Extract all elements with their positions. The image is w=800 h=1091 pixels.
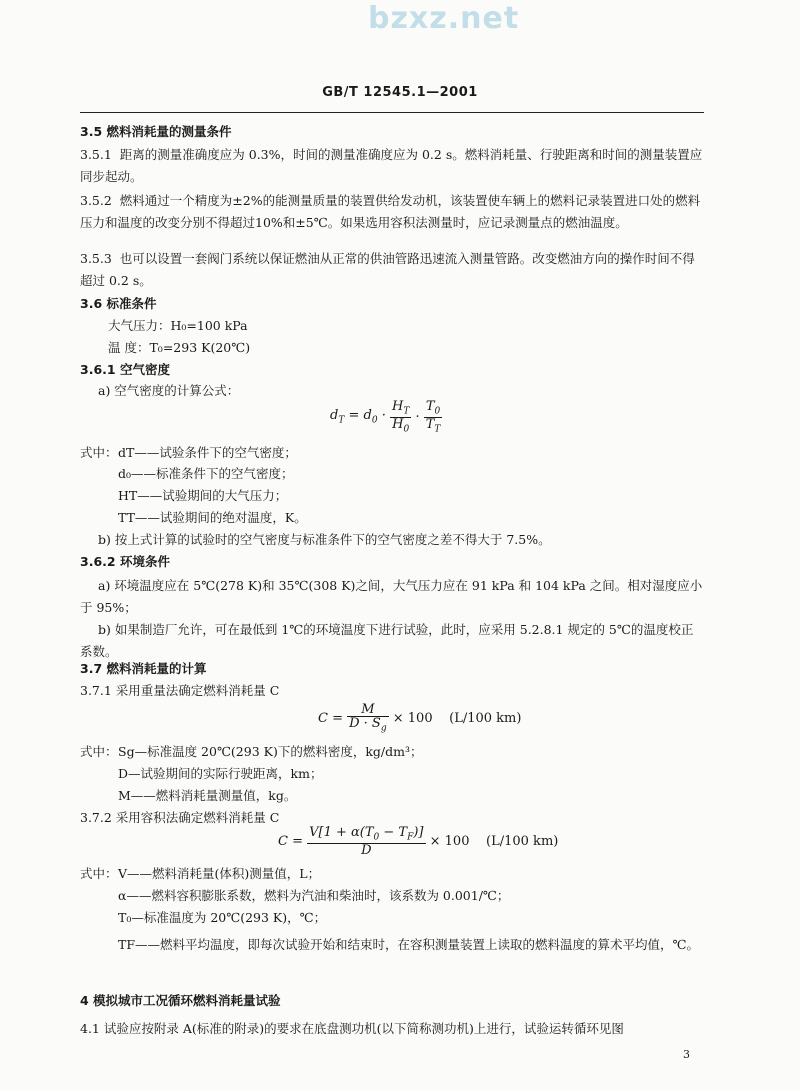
def-alpha: α——燃料容积膨胀系数，燃料为汽油和柴油时，该系数为 0.001/℃；	[118, 888, 510, 903]
where-prefix-2: 式中：	[80, 744, 118, 759]
section-3-7-title: 3.7 燃料消耗量的计算	[80, 661, 207, 676]
env-condition-a: a) 环境温度应在 5℃(278 K)和 35℃(308 K)之间，大气压力应在 91 kPa 和 104 kPa 之间。相对湿度应小于 95%；	[80, 578, 703, 615]
para-3-5-2-text: 燃料通过一个精度为±2%的能测量质量的装置供给发动机，该装置使车辆上的燃料记录装置进口处的燃料压力和温度的改变分别不得超过10%和±5℃。如果选用容积法测量时，应记录测量点的燃油温度。	[80, 193, 701, 230]
section-3-6-2-title: 3.6.2 环境条件	[80, 554, 170, 569]
def-D: D—试验期间的实际行驶距离，km；	[118, 766, 323, 781]
page-number: 3	[683, 1048, 690, 1061]
def-M: M——燃料消耗量测量值，kg。	[118, 788, 297, 803]
para-3-5-2	[80, 190, 704, 234]
air-density-limit: b) 按上式计算的试验时的空气密度与标准条件下的空气密度之差不得大于 7.5%。	[98, 532, 551, 547]
section-3-5-title: 3.5 燃料消耗量的测量条件	[80, 124, 232, 139]
para-4-1: 4.1 试验应按附录 A(标准的附录)的要求在底盘测功机(以下简称测功机)上进行，试验运转循环见图	[80, 1021, 624, 1036]
standard-temperature: 温 度：T₀=293 K(20℃)	[108, 340, 251, 355]
air-density-formula-label: a) 空气密度的计算公式：	[98, 383, 240, 398]
def-V: V——燃料消耗量(体积)测量值，L；	[118, 866, 321, 881]
def-d0: d₀——标准条件下的空气密度；	[118, 466, 294, 481]
formula-3-unit: (L/100 km)	[486, 833, 559, 849]
section-3-6-title: 3.6 标准条件	[80, 296, 157, 311]
weight-method-formula: C = $\frac{M}{D \cdot S_g}$ × 100 (L/100 km)	[318, 702, 522, 734]
air-density-formula: $d_T = d_0$ · $\frac{H_T}{H_0}$ · $\frac{T_0}{T_T}$	[330, 399, 441, 435]
para-3-5-1	[80, 144, 704, 188]
where-prefix-1: 式中：	[80, 445, 118, 460]
where-prefix-3: 式中：	[80, 866, 118, 881]
volume-method-formula: C = $\frac{V[1 + \alpha(T_0 - T_F)]}{D}$ × 100 (L/100 km)	[278, 825, 559, 858]
section-3-7-1-title: 3.7.1 采用重量法确定燃料消耗量 C	[80, 683, 280, 698]
para-3-5-3	[80, 248, 704, 292]
def-HT: HT——试验期间的大气压力；	[118, 488, 288, 503]
def-dT: dT——试验条件下的空气密度；	[118, 445, 297, 460]
para-3-5-1-text: 距离的测量准确度应为 0.3%，时间的测量准确度应为 0.2 s。燃料消耗量、行驶距离和时间的测量装置应同步起动。	[80, 147, 703, 184]
def-T0: T₀—标准温度为 20℃(293 K)，℃；	[118, 910, 327, 925]
def-Sg: Sg—标准温度 20℃(293 K)下的燃料密度，kg/dm³；	[118, 744, 423, 759]
document-code: GB/T 12545.1—2001	[322, 85, 478, 100]
env-condition-b: b) 如果制造厂允许，可在最低到 1℃的环境温度下进行试验，此时，应采用 5.2.8.1 规定的 5℃的温度校正系数。	[80, 622, 694, 659]
formula-2-unit: (L/100 km)	[449, 710, 522, 726]
def-TF: TF——燃料平均温度，即每次试验开始和结束时，在容积测量装置上读取的燃料温度的算术平均值，℃。	[118, 937, 699, 952]
para-3-5-3-text: 也可以设置一套阀门系统以保证燃油从正常的供油管路迅速流入测量管路。改变燃油方向的操作时间不得超过 0.2 s。	[80, 251, 695, 288]
standard-pressure: 大气压力：H₀=100 kPa	[108, 318, 248, 333]
section-3-7-2-title: 3.7.2 采用容积法确定燃料消耗量 C	[80, 810, 280, 825]
def-TT: TT——试验期间的绝对温度，K。	[118, 510, 307, 525]
watermark: bzxz.net	[368, 1, 520, 36]
para-3-5-1-num: 3.5.1	[80, 147, 112, 162]
para-3-5-2-num: 3.5.2	[80, 193, 112, 208]
header-rule	[80, 112, 704, 113]
para-3-5-3-num: 3.5.3	[80, 251, 112, 266]
section-3-6-1-title: 3.6.1 空气密度	[80, 362, 170, 377]
section-4-title: 4 模拟城市工况循环燃料消耗量试验	[80, 993, 281, 1008]
